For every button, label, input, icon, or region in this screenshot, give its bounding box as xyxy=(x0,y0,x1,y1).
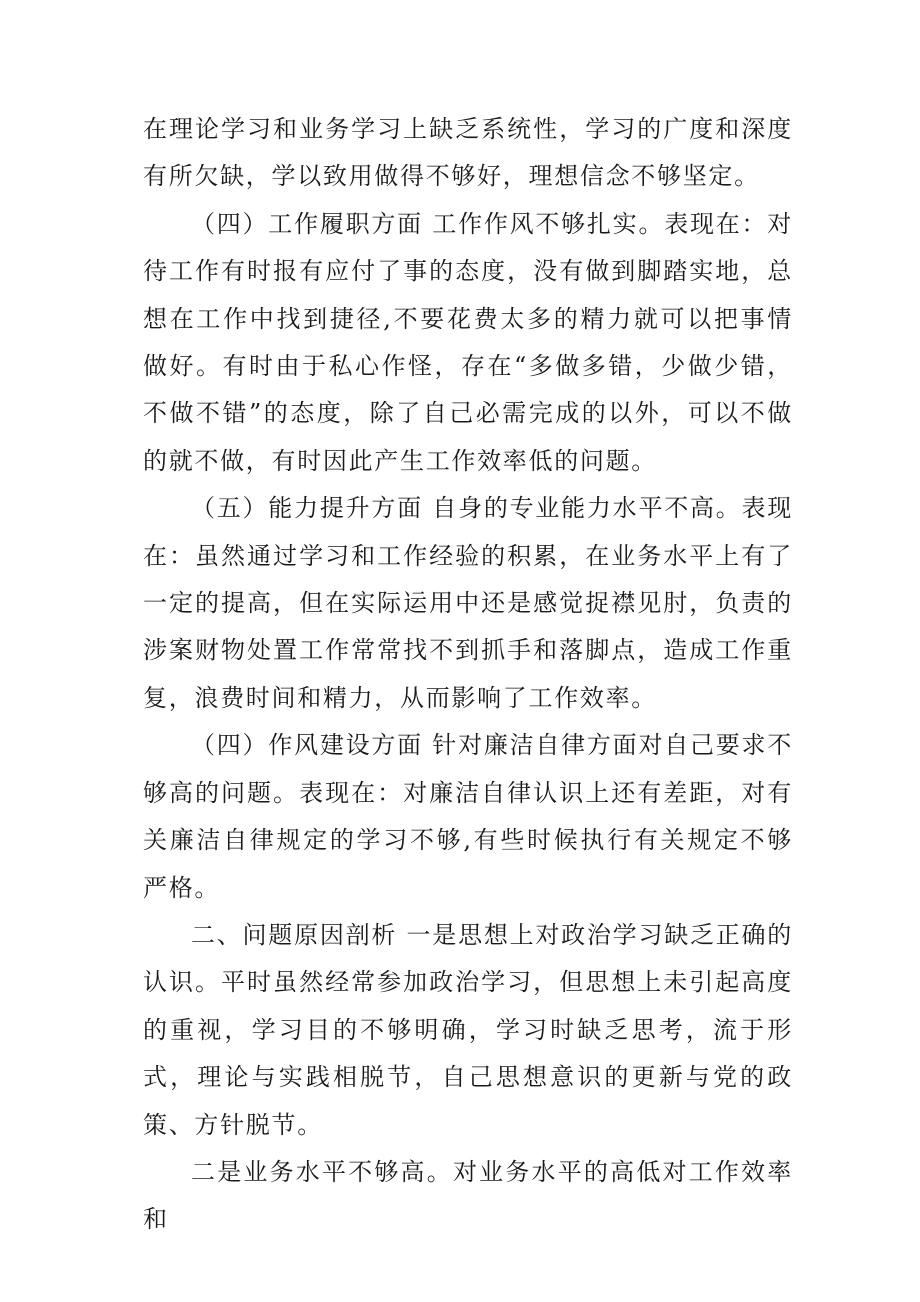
document-body xyxy=(143,106,793,1244)
paragraph-ability: （五）能力提升方面 自身的专业能力水平不高。表现在：虽然通过学习和工作经验的积累，在业务水平上有了一定的提高，但在实际运用中还是感觉捉襟见肘，负责的涉案财物处置工作常常找不到抓手和落脚点，造成工作重复，浪费时间和精力，从而影响了工作效率。 xyxy=(143,494,793,712)
paragraph-continuation: 在理论学习和业务学习上缺乏系统性，学习的广度和深度有所欠缺，学以致用做得不够好，理想信念不够坚定。 xyxy=(143,115,793,191)
paragraph-cause-2: 二是业务水平不够高。对业务水平的高低对工作效率和 xyxy=(143,1157,793,1234)
paragraph-work-duty: （四）工作履职方面 工作作风不够扎实。表现在：对待工作有时报有应付了事的态度，没有做到脚踏实地，总想在工作中找到捷径,不要花费太多的精力就可以把事情做好。有时由于私心作怪，存在“多做多错，少做少错，不做不错”的态度，除了自己必需完成的以外，可以不做的就不做，有时因此产生工作效率低的问题。 xyxy=(143,209,793,475)
paragraph-cause: 二、问题原因剖析 一是思想上对政治学习缺乏正确的认识。平时虽然经常参加政治学习，但思想上未引起高度的重视，学习目的不够明确，学习时缺乏思考，流于形式，理论与实践相脱节，自己思想意识的更新与党的政策、方针脱节。 xyxy=(143,920,793,1139)
paragraph-style: （四）作风建设方面 针对廉洁自律方面对自己要求不够高的问题。表现在：对廉洁自律认识上还有差距，对有关廉洁自律规定的学习不够,有些时候执行有关规定不够严格。 xyxy=(143,731,793,902)
